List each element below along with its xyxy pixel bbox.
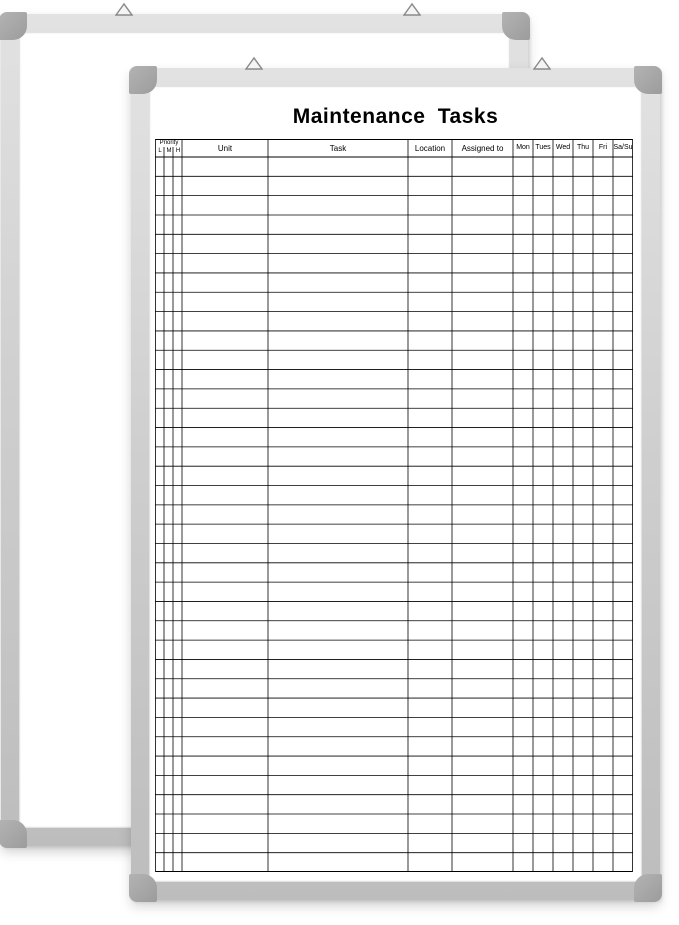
column-header-wed: Wed [555,144,571,151]
hanger-icon [403,2,421,16]
priority-medium-header: M [166,148,172,154]
frame-corner [129,874,157,902]
frame-corner [0,820,27,848]
column-header-thu: Thu [576,144,590,151]
column-header-location: Location [414,144,446,153]
column-header-fri: Fri [598,144,608,151]
task-grid [155,139,633,872]
priority-high-header: H [175,148,181,154]
hanger-icon [245,56,263,70]
hanger-icon [533,56,551,70]
column-header-task: Task [329,144,347,153]
frame-corner [634,874,662,902]
column-header-tues: Tues [535,144,551,151]
column-header-unit: Unit [217,144,233,153]
frame-corner [502,12,530,40]
priority-low-header: L [158,148,162,154]
priority-header: Priority [159,140,179,146]
column-header-assigned-to: Assigned to [461,144,504,153]
frame-corner [129,66,157,94]
column-header-mon: Mon [516,144,530,151]
column-header-sa-su: Sa/Su [613,144,633,151]
board-title: Maintenance Tasks [292,105,499,128]
frame-corner [0,12,27,40]
grid-lines [155,139,633,872]
hanger-icon [115,2,133,16]
frame-corner [634,66,662,94]
